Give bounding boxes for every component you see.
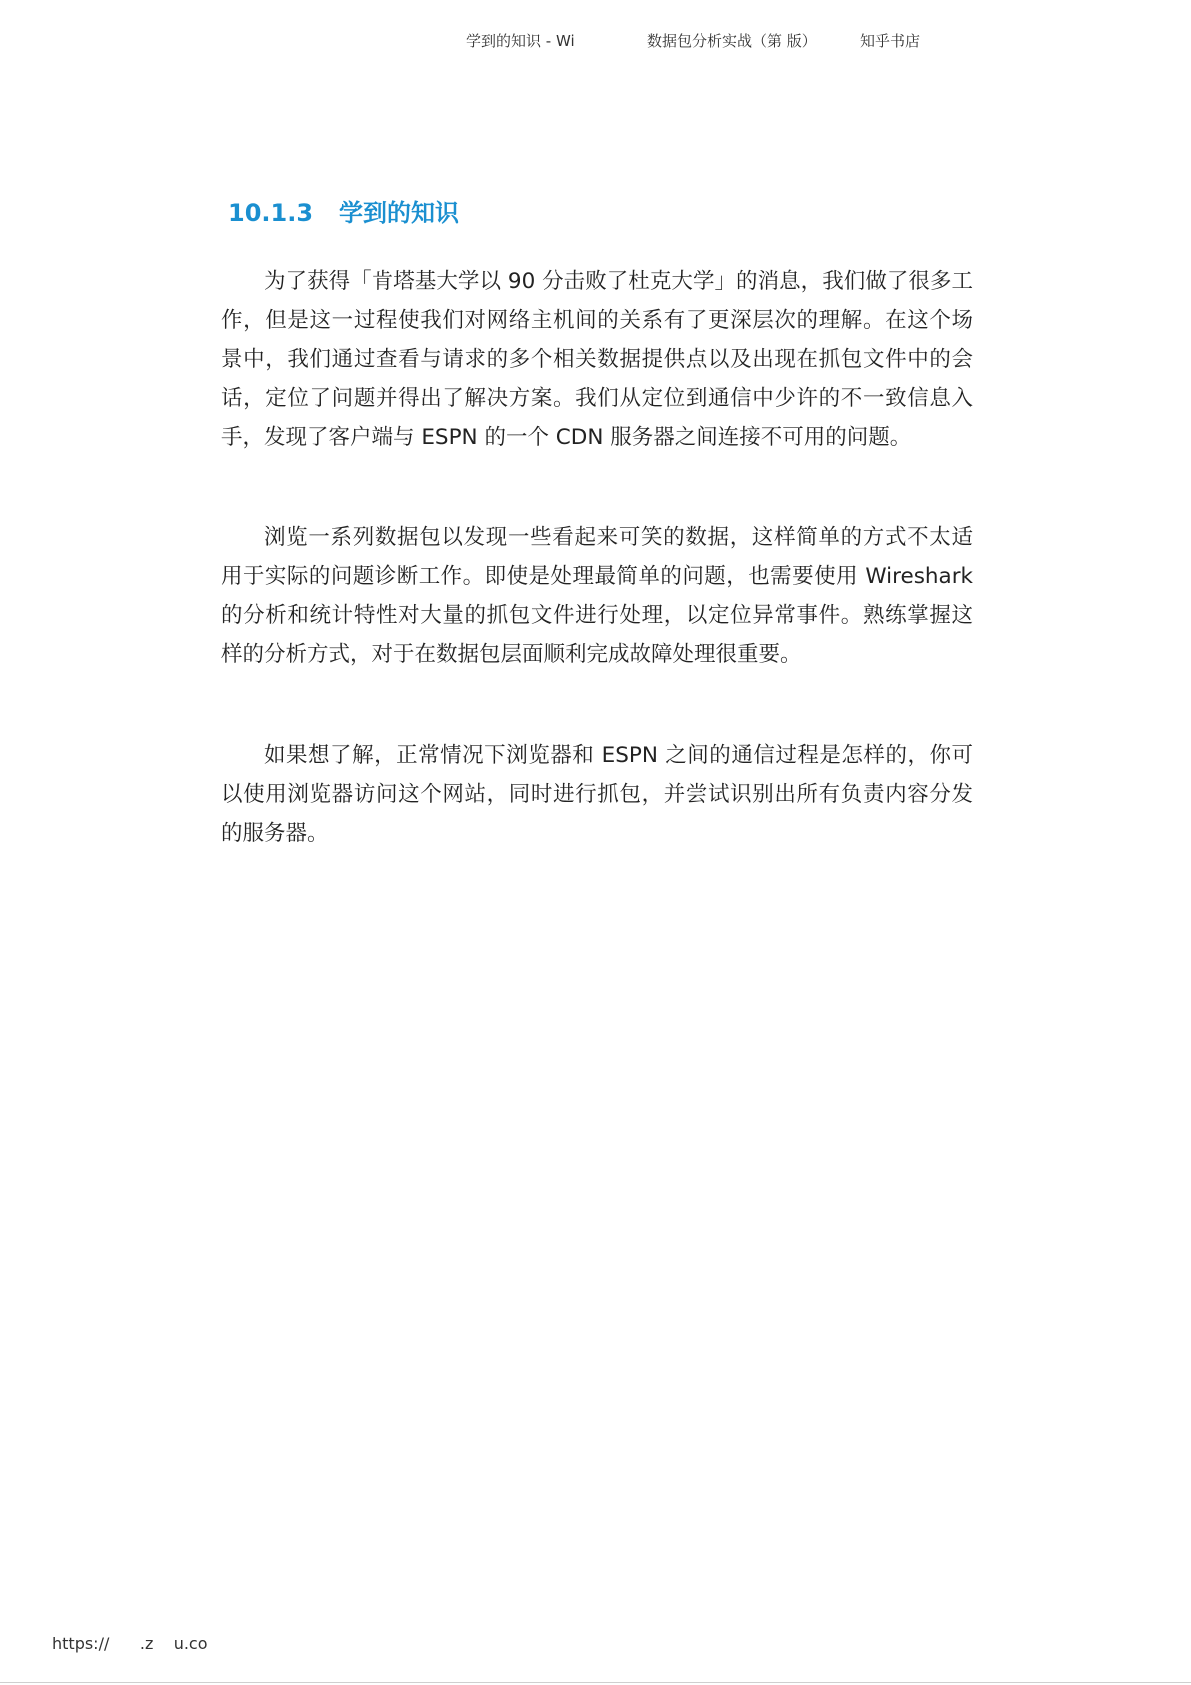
running-header bbox=[0, 31, 1191, 55]
section-title: 学到的知识 bbox=[339, 199, 460, 227]
paragraph-2: 浏览一系列数据包以发现一些看起来可笑的数据，这样简单的方式不太适用于实际的问题诊断工作。即使是处理最简单的问题，也需要使用 Wireshark 的分析和统计特性对大量的抓包文件进行处理，以定位异常事件。熟练掌握这样的分析方式，对于在数据包层面顺利完成故障处理很重要。 bbox=[221, 525, 973, 667]
paragraph-1: 为了获得「肯塔基大学以 90 分击败了杜克大学」的消息，我们做了很多工作，但是这一过程使我们对网络主机间的关系有了更深层次的理解。在这个场景中，我们通过查看与请求的多个相关数据提供点以及出现在抓包文件中的会话，定位了问题并得出了解决方案。我们从定位到通信中少许的不一致信息入手，发现了客户端与 ESPN 的一个 CDN 服务器之间连接不可用的问题。 bbox=[221, 269, 973, 450]
header-chapter-title: 学到的知识 - Wi bbox=[466, 32, 575, 50]
page-bottom-divider bbox=[0, 1682, 1191, 1683]
footer-url-link[interactable]: https:// .z u.co bbox=[52, 1634, 208, 1653]
header-book-title: 数据包分析实战（第 版） bbox=[647, 32, 817, 50]
paragraph-3: 如果想了解，正常情况下浏览器和 ESPN 之间的通信过程是怎样的，你可以使用浏览器访问这个网站，同时进行抓包，并尝试识别出所有负责内容分发的服务器。 bbox=[221, 743, 973, 846]
header-publisher: 知乎书店 bbox=[860, 32, 921, 50]
section-number: 10.1.3 bbox=[228, 199, 314, 227]
section-heading bbox=[228, 196, 459, 230]
